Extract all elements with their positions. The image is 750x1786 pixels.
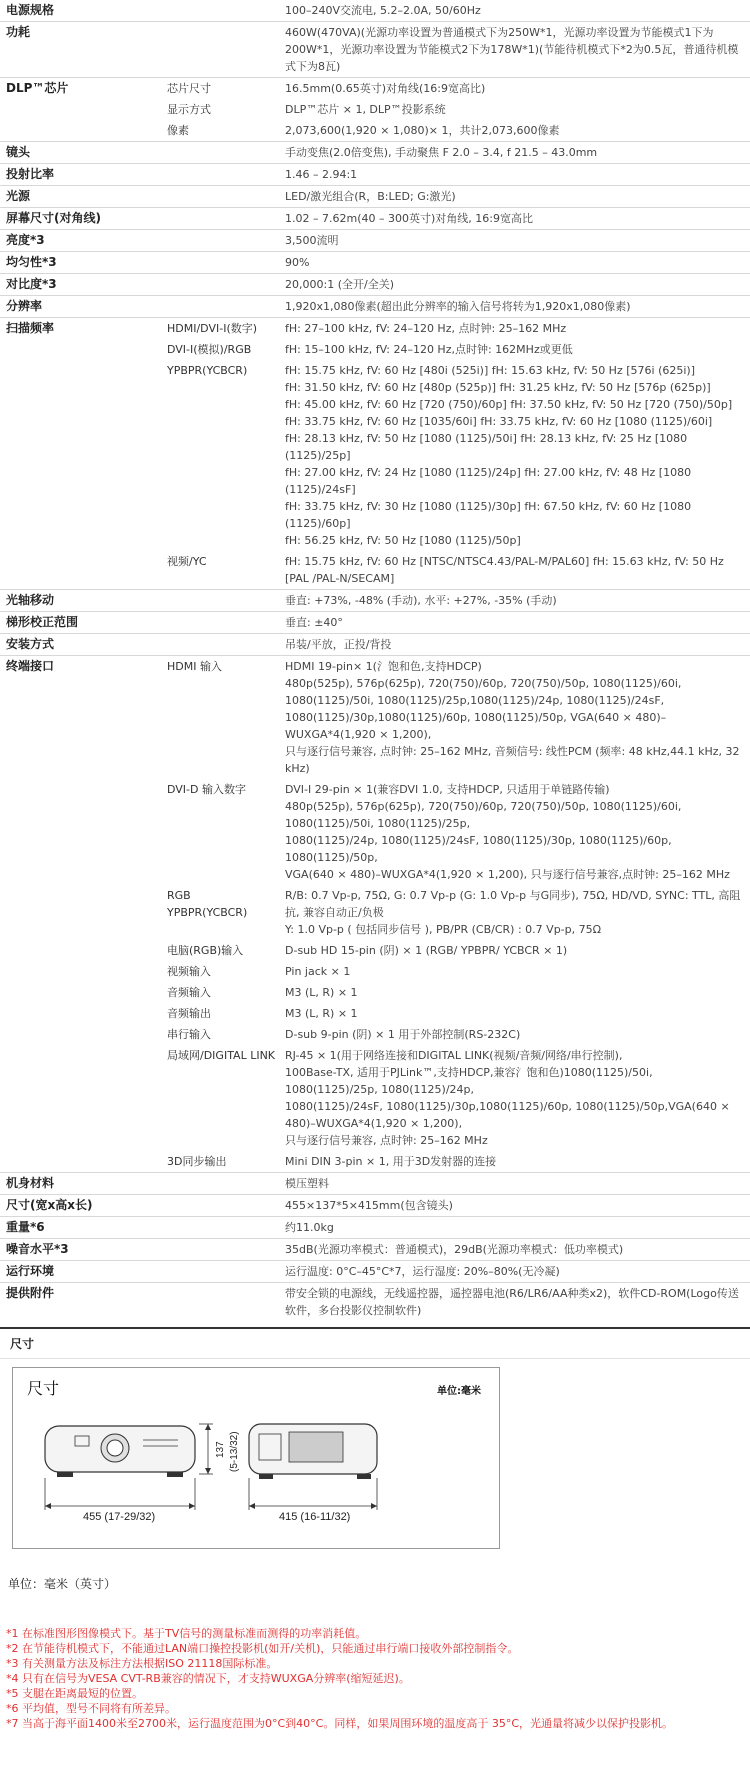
spec-label: 屏幕尺寸(对角线) xyxy=(6,211,101,225)
spec-value: 模压塑料 xyxy=(285,1177,329,1190)
spec-row xyxy=(0,590,750,612)
spec-row xyxy=(0,1173,750,1195)
spec-label: 光源 xyxy=(6,189,31,203)
spec-row xyxy=(0,1024,750,1045)
spec-label: 安装方式 xyxy=(6,637,55,651)
spec-value: M3 (L, R) × 1 xyxy=(285,986,358,999)
spec-row xyxy=(0,1261,750,1283)
spec-label: 终端接口 xyxy=(6,659,55,673)
spec-row xyxy=(0,252,750,274)
spec-sublabel xyxy=(163,634,281,656)
spec-label xyxy=(0,1045,163,1151)
spec-label: 机身材料 xyxy=(6,1176,55,1190)
footnote: *2 在节能待机模式下，不能通过LAN端口操控投影机(如开/关机)，只能通过串行端口接收外部控制指令。 xyxy=(6,1642,519,1655)
spec-value: 1.02 – 7.62m(40 – 300英寸)对角线, 16:9宽高比 xyxy=(285,212,533,225)
spec-value: DLP™芯片 × 1, DLP™投影系统 xyxy=(285,103,446,116)
spec-value: R/B: 0.7 Vp-p, 75Ω, G: 0.7 Vp-p (G: 1.0 Vp-p 与G同步), 75Ω, HD/VD, SYNC: TTL, 高阻抗, 兼容自动正/负极 Y: 1.0 Vp-p ( 包括同步信号 ), PB/PR (CB/CR) : 0.7 Vp-p, 75Ω xyxy=(285,889,741,936)
spec-value: 460W(470VA)(光源功率设置为普通模式下为250W*1，光源功率设置为节能模式1下为200W*1，光源功率设置为节能模式2下为178W*1)(节能待机模式下*2为0.5瓦，普通待机模式下为8瓦) xyxy=(285,26,739,73)
spec-row xyxy=(0,0,750,22)
spec-row xyxy=(0,208,750,230)
spec-sublabel xyxy=(163,274,281,296)
spec-sublabel xyxy=(163,1195,281,1217)
spec-row xyxy=(0,78,750,100)
spec-value: 90% xyxy=(285,256,310,269)
footnote: *5 支腿在距离最短的位置。 xyxy=(6,1687,143,1700)
spec-sublabel: DVI-D 输入数字 xyxy=(167,783,246,796)
spec-value: 1.46 – 2.94:1 xyxy=(285,168,358,181)
spec-label: 电源规格 xyxy=(6,3,55,17)
spec-sublabel xyxy=(163,252,281,274)
spec-value: Mini DIN 3-pin × 1, 用于3D发射器的连接 xyxy=(285,1155,497,1168)
spec-row xyxy=(0,1239,750,1261)
spec-label: 扫描频率 xyxy=(6,321,55,335)
spec-row xyxy=(0,274,750,296)
spec-row xyxy=(0,22,750,78)
footnotes xyxy=(6,1626,750,1731)
footnote: *1 在标准图形图像模式下。基于TV信号的测量标准而测得的功率消耗值。 xyxy=(6,1627,367,1640)
spec-label xyxy=(0,885,163,940)
spec-value: 2,073,600(1,920 × 1,080)× 1，共计2,073,600像素 xyxy=(285,124,560,137)
spec-label: 对比度*3 xyxy=(6,277,57,291)
spec-row xyxy=(0,1217,750,1239)
spec-value: D-sub HD 15-pin (阴) × 1 (RGB/ YPBPR/ YCBCR × 1) xyxy=(285,944,568,957)
spec-row xyxy=(0,1283,750,1322)
spec-label: DLP™芯片 xyxy=(6,81,69,95)
spec-label xyxy=(0,360,163,551)
spec-row xyxy=(0,339,750,360)
footnote: *7 当高于海平面1400米至2700米，运行温度范围为0°C到40°C。同样，如果周围环境的温度高于 35°C，光通量将减少以保护投影机。 xyxy=(6,1717,674,1730)
spec-sublabel xyxy=(163,1283,281,1322)
spec-row xyxy=(0,99,750,120)
spec-label: 功耗 xyxy=(6,25,31,39)
spec-value: fH: 27–100 kHz, fV: 24–120 Hz, 点时钟: 25–162 MHz xyxy=(285,322,567,335)
spec-label: 运行环境 xyxy=(6,1264,55,1278)
spec-value: D-sub 9-pin (阴) × 1 用于外部控制(RS-232C) xyxy=(285,1028,521,1041)
spec-label xyxy=(0,1151,163,1173)
spec-value: 带安全锁的电源线，无线遥控器，遥控器电池(R6/LR6/AA种类x2)，软件CD-ROM(Logo传送软件，多台投影仪控制软件) xyxy=(285,1287,739,1317)
spec-sublabel xyxy=(163,208,281,230)
spec-sublabel: 芯片尺寸 xyxy=(167,82,211,95)
spec-label: 投射比率 xyxy=(6,167,55,181)
spec-sublabel: RGB YPBPR(YCBCR) xyxy=(167,889,248,919)
projector-front-view xyxy=(45,1424,213,1510)
spec-row xyxy=(0,779,750,885)
spec-row xyxy=(0,360,750,551)
footnote: *3 有关测量方法及标注方法根据ISO 21118国际标准。 xyxy=(6,1657,278,1670)
depth-dimension-label: 415 (16-11/32) xyxy=(279,1511,351,1523)
spec-value: 455×137*5×415mm(包含镜头) xyxy=(285,1199,453,1212)
spec-label: 提供附件 xyxy=(6,1286,55,1300)
spec-value: 垂直: ±40° xyxy=(285,616,343,629)
footnote: *6 平均值，型号不同将有所差异。 xyxy=(6,1702,176,1715)
spec-label: 重量*6 xyxy=(6,1220,45,1234)
spec-sublabel xyxy=(163,0,281,22)
spec-value: 1,920x1,080像素(超出此分辨率的输入信号将转为1,920x1,080像素) xyxy=(285,300,631,313)
projector-drawing xyxy=(13,1368,499,1548)
spec-label: 光轴移动 xyxy=(6,593,55,607)
spec-label: 镜头 xyxy=(6,145,31,159)
spec-sublabel xyxy=(163,142,281,164)
spec-label: 尺寸(宽x高x长) xyxy=(6,1198,93,1212)
spec-label xyxy=(0,1024,163,1045)
spec-sublabel xyxy=(163,296,281,318)
spec-sublabel: 视频输入 xyxy=(167,965,211,978)
spec-row xyxy=(0,612,750,634)
spec-label xyxy=(0,940,163,961)
spec-sublabel: 3D同步输出 xyxy=(167,1155,227,1168)
spec-row xyxy=(0,1003,750,1024)
spec-value: Pin jack × 1 xyxy=(285,965,351,978)
dimensions-section-title: 尺寸 xyxy=(0,1327,750,1359)
spec-row xyxy=(0,164,750,186)
spec-value: RJ-45 × 1(用于网络连接和DIGITAL LINK(视频/音频/网络/串行控制), 100Base-TX, 适用于PJLink™,支持HDCP,兼容氵饱和色)1080(1125)/50i, 1080(1125)/25p, 1080(1125)/24p, 1080(1125)/24sF, 1080(1125)/30p,1080(1125)/60p, 1080(1125)/50p,VGA(640 × 480)–WUXGA*4(1,920 × 1,200), 只与逐行信号兼容, 点时钟: 25–162 MHz xyxy=(285,1049,730,1147)
spec-label xyxy=(0,120,163,142)
spec-sublabel xyxy=(163,164,281,186)
spec-sublabel: HDMI 输入 xyxy=(167,660,222,673)
spec-label xyxy=(0,99,163,120)
spec-row xyxy=(0,1195,750,1217)
dimensions-diagram xyxy=(12,1367,500,1549)
height-dimension-label: 137 xyxy=(215,1441,226,1458)
spec-label xyxy=(0,961,163,982)
spec-label xyxy=(0,339,163,360)
spec-label: 分辨率 xyxy=(6,299,43,313)
spec-row xyxy=(0,318,750,340)
spec-label: 均匀性*3 xyxy=(6,255,57,269)
spec-row xyxy=(0,634,750,656)
spec-value: M3 (L, R) × 1 xyxy=(285,1007,358,1020)
spec-row xyxy=(0,551,750,590)
spec-row xyxy=(0,982,750,1003)
spec-value: HDMI 19-pin× 1(氵饱和色,支持HDCP) 480p(525p), 576p(625p), 720(750)/60p, 720(750)/50p, 1080(1125)/60i, 1080(1125)/50i, 1080(1125)/25p,1080(1125)/24p, 1080(1125)/24sF, 1080(1125)/30p,1080(1125)/60p, 1080(1125)/50p, VGA(640 × 480)–WUXGA*4(1,920 × 1,200), 只与逐行信号兼容, 点时钟: 25–162 MHz, 音频信号: 线性PCM (频率: 48 kHz,44.1 kHz, 32 kHz) xyxy=(285,660,740,775)
spec-value: 约11.0kg xyxy=(285,1221,334,1234)
spec-row xyxy=(0,961,750,982)
spec-value: 100–240V交流电, 5.2–2.0A, 50/60Hz xyxy=(285,4,481,17)
spec-sublabel xyxy=(163,1239,281,1261)
spec-sublabel: 视频/YC xyxy=(167,555,207,568)
spec-sublabel xyxy=(163,22,281,78)
spec-sublabel: 像素 xyxy=(167,124,189,137)
unit-note: 单位：毫米（英寸） xyxy=(8,1577,117,1591)
spec-value: 运行温度: 0°C–45°C*7，运行湿度: 20%–80%(无冷凝) xyxy=(285,1265,560,1278)
spec-sublabel: HDMI/DVI-I(数字) xyxy=(167,322,258,335)
spec-label: 梯形校正范围 xyxy=(6,615,79,629)
spec-sublabel: 显示方式 xyxy=(167,103,211,116)
spec-row xyxy=(0,1045,750,1151)
spec-value: 吊装/平放，正投/背投 xyxy=(285,638,392,651)
spec-row xyxy=(0,230,750,252)
spec-label: 噪音水平*3 xyxy=(6,1242,69,1256)
spec-sublabel xyxy=(163,230,281,252)
spec-label: 亮度*3 xyxy=(6,233,45,247)
spec-row xyxy=(0,120,750,142)
spec-row xyxy=(0,940,750,961)
spec-sublabel: 串行输入 xyxy=(167,1028,211,1041)
spec-value: LED/激光组合(R，B:LED; G:激光) xyxy=(285,190,456,203)
spec-sublabel: YPBPR(YCBCR) xyxy=(167,364,248,377)
spec-value: 16.5mm(0.65英寸)对角线(16:9宽高比) xyxy=(285,82,486,95)
spec-sublabel xyxy=(163,186,281,208)
spec-value: fH: 15–100 kHz, fV: 24–120 Hz,点时钟: 162MHz或更低 xyxy=(285,343,573,356)
spec-label xyxy=(0,551,163,590)
spec-value: 35dB(光源功率模式：普通模式)，29dB(光源功率模式：低功率模式) xyxy=(285,1243,624,1256)
spec-value: 垂直: +73%, -48% (手动), 水平: +27%, -35% (手动) xyxy=(285,594,557,607)
spec-row xyxy=(0,296,750,318)
spec-value: fH: 15.75 kHz, fV: 60 Hz [480i (525i)] fH: 15.63 kHz, fV: 50 Hz [576i (625i)] fH: 31.50 kHz, fV: 60 Hz [480p (525p)] fH: 31.25 kHz, fV: 50 Hz [576p (625p)] fH: 45.00 kHz, fV: 60 Hz [720 (750)/60p] fH: 37.50 kHz, fV: 50 Hz [720 (750)/50p] fH: 33.75 kHz, fV: 60 Hz [1035/60i] fH: 33.75 kHz, fV: 60 Hz [1080 (1125)/60i] fH: 28.13 kHz, fV: 50 Hz [1080 (1125)/50i] fH: 28.13 kHz, fV: 25 Hz [1080 (1125)/25p] fH: 27.00 kHz, fV: 24 Hz [1080 (1125)/24p] fH: 27.00 kHz, fV: 48 Hz [1080 (1125)/24sF] fH: 33.75 kHz, fV: 30 Hz [1080 (1125)/30p] fH: 67.50 kHz, fV: 60 Hz [1080 (1125)/60p] fH: 56.25 kHz, fV: 50 Hz [1080 (1125)/50p] xyxy=(285,364,733,547)
spec-sublabel: DVI-I(模拟)/RGB xyxy=(167,343,252,356)
spec-sublabel xyxy=(163,1217,281,1239)
spec-sublabel: 局域网/DIGITAL LINK xyxy=(167,1049,276,1062)
spec-sublabel xyxy=(163,1173,281,1195)
diagram-title: 尺寸 xyxy=(27,1379,60,1398)
spec-label xyxy=(0,982,163,1003)
spec-value: 3,500流明 xyxy=(285,234,339,247)
spec-row xyxy=(0,142,750,164)
spec-value: DVI-I 29-pin × 1(兼容DVI 1.0, 支持HDCP, 只适用于单链路传输) 480p(525p), 576p(625p), 720(750)/60p, 720(750)/50p, 1080(1125)/60i, 1080(1125)/50i, 1080(1125)/25p, 1080(1125)/24p, 1080(1125)/24sF, 1080(1125)/30p, 1080(1125)/60p, 1080(1125)/50p, VGA(640 × 480)–WUXGA*4(1,920 × 1,200), 只与逐行信号兼容,点时钟: 25–162 MHz xyxy=(285,783,730,881)
width-dimension-label: 455 (17-29/32) xyxy=(83,1511,156,1523)
spec-value: 手动变焦(2.0倍变焦), 手动聚焦 F 2.0 – 3.4, f 21.5 – 43.0mm xyxy=(285,146,598,159)
spec-sublabel: 音频输出 xyxy=(167,1007,211,1020)
spec-sublabel: 音频输入 xyxy=(167,986,211,999)
spec-sublabel xyxy=(163,612,281,634)
spec-row xyxy=(0,656,750,780)
spec-row xyxy=(0,1151,750,1173)
spec-row xyxy=(0,186,750,208)
spec-value: 20,000:1 (全开/全关) xyxy=(285,278,394,291)
spec-value: fH: 15.75 kHz, fV: 60 Hz [NTSC/NTSC4.43/PAL-M/PAL60] fH: 15.63 kHz, fV: 50 Hz [PAL /PAL-N/SECAM] xyxy=(285,555,724,585)
spec-sublabel: 电脑(RGB)输入 xyxy=(167,944,244,957)
spec-sublabel xyxy=(163,590,281,612)
height-inch-label: (5-13/32) xyxy=(229,1431,240,1472)
spec-label xyxy=(0,1003,163,1024)
spec-row xyxy=(0,885,750,940)
spec-label xyxy=(0,779,163,885)
projector-side-view xyxy=(249,1424,377,1510)
footnote: *4 只有在信号为VESA CVT-RB兼容的情况下，才支持WUXGA分辨率(缩短延迟)。 xyxy=(6,1672,410,1685)
diagram-unit-label: 单位:毫米 xyxy=(437,1386,481,1397)
spec-sublabel xyxy=(163,1261,281,1283)
